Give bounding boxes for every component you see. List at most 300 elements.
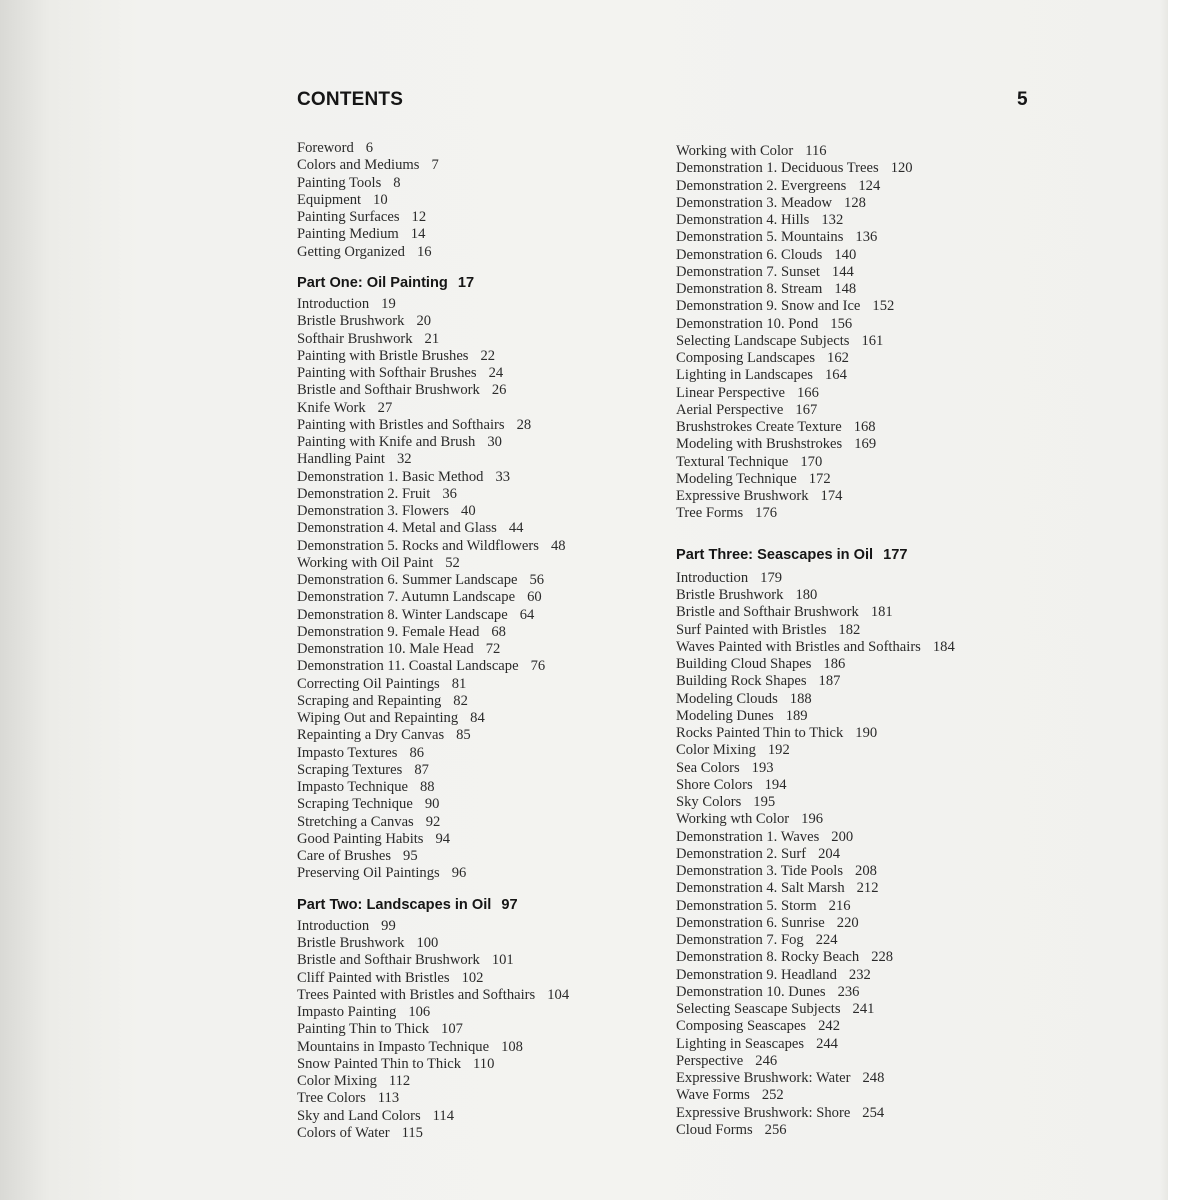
toc-entry: [676, 622, 1146, 639]
toc-entry: [676, 673, 1146, 690]
entry-title: Painting with Knife and Brush: [297, 434, 476, 450]
toc-entry: [297, 365, 657, 382]
part-title: Part Three: Seascapes in Oil: [676, 546, 874, 563]
toc-entry: [676, 454, 1146, 471]
toc-entry: [676, 385, 1146, 402]
toc-entry: [676, 656, 1146, 673]
entry-title: Modeling Dunes: [676, 707, 774, 724]
entry-title: Composing Landscapes: [676, 350, 816, 366]
toc-entry: [297, 624, 657, 641]
toc-entry: [676, 178, 1146, 195]
entry-title: Care of Brushes: [297, 848, 392, 864]
entry-page: 132: [821, 212, 844, 228]
entry-page: 60: [527, 589, 542, 606]
entry-page: 164: [825, 367, 847, 384]
entry-title: Knife Work: [297, 399, 366, 416]
entry-page: 72: [485, 641, 501, 657]
entry-page: 246: [755, 1052, 778, 1069]
entry-title: Painting Tools: [297, 174, 382, 191]
entry-page: 116: [805, 143, 827, 159]
entry-page: 48: [550, 537, 566, 554]
entry-title: Stretching a Canvas: [297, 813, 414, 830]
part-three-list: [676, 570, 1146, 1139]
entry-title: Demonstration 8. Winter Landscape: [297, 606, 508, 623]
entry-page: 19: [381, 296, 396, 312]
entry-page: 136: [855, 229, 878, 246]
toc-entry: [676, 1018, 1146, 1035]
entry-title: Rocks Painted Thin to Thick: [676, 725, 844, 741]
entry-page: 152: [872, 298, 895, 315]
toc-entry: [297, 400, 657, 417]
entry-page: 82: [453, 692, 468, 709]
toc-column-right: [676, 143, 1146, 1139]
entry-title: Demonstration 5. Rocks and Wildflowers: [297, 537, 539, 554]
entry-page: 212: [856, 880, 879, 897]
entry-title: Demonstration 1. Basic Method: [297, 468, 484, 485]
toc-entry: [297, 970, 657, 987]
entry-title: Wave Forms: [676, 1087, 750, 1104]
entry-page: 113: [377, 1090, 400, 1107]
toc-entry: [297, 589, 657, 606]
part-two-list-right: [676, 143, 1146, 523]
entry-page: 187: [818, 673, 841, 690]
entry-page: 196: [801, 811, 824, 828]
entry-page: 176: [755, 505, 778, 522]
toc-entry: [297, 1039, 657, 1056]
entry-page: 8: [393, 174, 401, 191]
toc-entry: [676, 264, 1146, 281]
entry-title: Introduction: [676, 569, 749, 586]
part-title: Part One: Oil Painting: [297, 274, 448, 291]
entry-title: Scraping and Repainting: [297, 692, 442, 709]
entry-title: Demonstration 10. Dunes: [676, 983, 826, 1000]
entry-title: Waves Painted with Bristles and Softhairs: [676, 638, 921, 655]
toc-entry: [297, 1004, 657, 1021]
entry-title: Lighting in Seascapes: [676, 1035, 805, 1052]
entry-page: 148: [834, 281, 857, 297]
entry-page: 228: [871, 949, 894, 966]
entry-title: Demonstration 5. Mountains: [676, 229, 844, 246]
entry-page: 167: [795, 401, 818, 418]
entry-title: Bristle Brushwork: [676, 587, 784, 603]
entry-page: 106: [408, 1004, 431, 1020]
toc-entry: [297, 572, 657, 589]
entry-title: Bristle Brushwork: [297, 313, 405, 330]
entry-title: Colors and Mediums: [297, 157, 420, 174]
entry-page: 76: [530, 658, 546, 675]
entry-title: Repainting a Dry Canvas: [297, 727, 445, 744]
entry-page: 7: [431, 157, 439, 174]
toc-entry: [297, 555, 657, 572]
entry-title: Working with Oil Paint: [297, 554, 434, 571]
entry-page: 244: [816, 1035, 838, 1052]
toc-entry: [297, 451, 657, 468]
part-page: 177: [883, 546, 908, 563]
entry-page: 92: [425, 813, 441, 830]
toc-entry: [297, 348, 657, 365]
toc-entry: [297, 331, 657, 348]
entry-page: 170: [800, 453, 823, 470]
toc-entry: [297, 831, 657, 848]
toc-entry: [676, 195, 1146, 212]
toc-entry: [676, 505, 1146, 522]
toc-entry: [297, 918, 657, 935]
toc-entry: [676, 570, 1146, 587]
toc-entry: [676, 777, 1146, 794]
toc-entry: [676, 691, 1146, 708]
toc-entry: [676, 471, 1146, 488]
entry-title: Linear Perspective: [676, 384, 785, 401]
entry-page: 124: [858, 177, 881, 194]
entry-title: Introduction: [297, 917, 370, 934]
entry-page: 20: [416, 313, 432, 330]
entry-page: 120: [890, 160, 913, 177]
toc-entry: [297, 503, 657, 520]
front-matter-list: [297, 140, 657, 261]
entry-page: 52: [445, 554, 460, 571]
entry-title: Demonstration 8. Stream: [676, 281, 823, 297]
entry-title: Correcting Oil Paintings: [297, 675, 440, 692]
entry-page: 190: [855, 725, 878, 741]
entry-title: Building Cloud Shapes: [676, 656, 812, 672]
toc-entry: [676, 1105, 1146, 1122]
toc-entry: [297, 1108, 657, 1125]
entry-title: Demonstration 7. Fog: [676, 932, 804, 948]
entry-page: 86: [409, 744, 425, 761]
entry-title: Painting Thin to Thick: [297, 1021, 430, 1038]
toc-entry: [676, 604, 1146, 621]
part-one-list: [297, 296, 657, 883]
toc-entry: [297, 469, 657, 486]
toc-entry: [297, 296, 657, 313]
entry-title: Demonstration 6. Clouds: [676, 246, 823, 263]
toc-entry: [297, 1090, 657, 1107]
entry-page: 182: [838, 621, 861, 638]
toc-entry: [676, 742, 1146, 759]
toc-entry: [297, 987, 657, 1004]
toc-entry: [297, 175, 657, 192]
entry-page: 26: [491, 382, 507, 399]
entry-page: 128: [844, 194, 866, 211]
entry-page: 95: [403, 848, 418, 864]
toc-entry: [297, 796, 657, 813]
toc-entry: [297, 935, 657, 952]
entry-title: Demonstration 4. Hills: [676, 212, 810, 228]
entry-page: 101: [491, 952, 514, 969]
entry-title: Demonstration 3. Meadow: [676, 194, 833, 211]
toc-entry: [297, 814, 657, 831]
toc-entry: [676, 402, 1146, 419]
part-page: 97: [501, 896, 518, 913]
toc-entry: [676, 760, 1146, 777]
entry-title: Sea Colors: [676, 759, 740, 776]
entry-title: Aerial Perspective: [676, 401, 784, 418]
entry-title: Cloud Forms: [676, 1121, 753, 1138]
entry-page: 200: [831, 828, 854, 845]
toc-entry: [676, 1001, 1146, 1018]
entry-page: 40: [461, 503, 476, 519]
toc-entry: [676, 1053, 1146, 1070]
entry-title: Demonstration 3. Flowers: [297, 503, 450, 519]
toc-entry: [676, 367, 1146, 384]
entry-title: Demonstration 8. Rocky Beach: [676, 949, 860, 966]
toc-entry: [676, 846, 1146, 863]
entry-page: 56: [529, 572, 545, 588]
part-title: Part Two: Landscapes in Oil: [297, 896, 492, 913]
entry-page: 114: [432, 1107, 454, 1124]
entry-page: 30: [487, 434, 502, 450]
entry-page: 254: [862, 1104, 885, 1121]
toc-entry: [676, 1070, 1146, 1087]
entry-title: Demonstration 4. Metal and Glass: [297, 520, 497, 537]
entry-title: Bristle and Softhair Brushwork: [676, 604, 859, 621]
toc-entry: [676, 436, 1146, 453]
entry-title: Demonstration 9. Snow and Ice: [676, 298, 861, 315]
entry-title: Brushstrokes Create Texture: [676, 419, 842, 435]
entry-page: 180: [795, 587, 818, 603]
entry-page: 224: [815, 932, 838, 948]
entry-title: Expressive Brushwork: [676, 488, 809, 504]
entry-title: Painting with Bristle Brushes: [297, 347, 469, 364]
entry-page: 115: [401, 1124, 423, 1141]
toc-entry: [676, 725, 1146, 742]
toc-entry: [676, 212, 1146, 229]
toc-entry: [676, 1087, 1146, 1104]
entry-title: Lighting in Landscapes: [676, 367, 813, 384]
entry-title: Demonstration 4. Salt Marsh: [676, 880, 845, 897]
entry-title: Expressive Brushwork: Water: [676, 1070, 851, 1086]
toc-entry: [676, 298, 1146, 315]
entry-page: 189: [785, 707, 808, 724]
entry-page: 10: [373, 191, 388, 208]
entry-page: 168: [853, 419, 876, 435]
toc-column-left: [297, 140, 657, 1142]
entry-title: Composing Seascapes: [676, 1018, 807, 1035]
contents-heading: CONTENTS: [297, 89, 404, 110]
part-page: 17: [457, 274, 475, 291]
toc-entry: [676, 419, 1146, 436]
entry-title: Scraping Technique: [297, 796, 413, 813]
part-two-heading: [297, 897, 657, 914]
toc-entry: [676, 143, 1146, 160]
entry-page: 236: [837, 983, 860, 1000]
entry-page: 169: [854, 436, 877, 453]
toc-entry: [676, 350, 1146, 367]
entry-page: 192: [767, 742, 790, 759]
entry-page: 22: [480, 347, 496, 364]
toc-entry: [297, 140, 657, 157]
entry-title: Demonstration 1. Waves: [676, 828, 820, 845]
entry-title: Demonstration 2. Surf: [676, 845, 807, 862]
entry-page: 90: [424, 796, 440, 813]
entry-page: 44: [508, 520, 524, 537]
entry-page: 241: [852, 1001, 875, 1017]
entry-page: 16: [416, 243, 432, 260]
toc-entry: [297, 226, 657, 243]
entry-title: Textural Technique: [676, 453, 789, 470]
entry-page: 28: [516, 416, 532, 433]
entry-page: 112: [388, 1073, 411, 1089]
entry-page: 256: [764, 1121, 787, 1138]
entry-title: Demonstration 3. Tide Pools: [676, 863, 844, 879]
entry-title: Demonstration 6. Summer Landscape: [297, 572, 518, 588]
entry-title: Demonstration 1. Deciduous Trees: [676, 160, 879, 177]
entry-page: 195: [753, 794, 776, 810]
entry-page: 6: [365, 140, 374, 156]
entry-page: 179: [760, 569, 783, 586]
entry-title: Painting with Softhair Brushes: [297, 365, 477, 381]
entry-title: Getting Organized: [297, 243, 405, 260]
entry-title: Surf Painted with Bristles: [676, 621, 827, 638]
entry-title: Demonstration 2. Evergreens: [676, 177, 847, 194]
entry-page: 252: [761, 1087, 784, 1104]
entry-page: 27: [377, 399, 393, 416]
entry-title: Cliff Painted with Bristles: [297, 969, 450, 986]
page-edge: [1168, 0, 1200, 1200]
entry-title: Scraping Textures: [297, 761, 403, 778]
toc-entry: [676, 984, 1146, 1001]
part-three-heading: [676, 547, 1146, 564]
toc-entry: [676, 811, 1146, 828]
toc-entry: [297, 1021, 657, 1038]
toc-entry: [297, 1056, 657, 1073]
toc-entry: [676, 160, 1146, 177]
entry-page: 21: [424, 330, 440, 347]
entry-title: Working wth Color: [676, 811, 790, 828]
entry-page: 64: [519, 606, 535, 623]
entry-page: 12: [411, 209, 427, 225]
entry-title: Working with Color: [676, 143, 794, 159]
toc-entry: [676, 915, 1146, 932]
entry-page: 232: [848, 966, 871, 983]
toc-entry: [297, 1073, 657, 1090]
entry-title: Demonstration 6. Sunrise: [676, 914, 825, 931]
toc-entry: [297, 745, 657, 762]
toc-entry: [297, 417, 657, 434]
entry-title: Demonstration 2. Fruit: [297, 485, 431, 502]
entry-title: Selecting Seascape Subjects: [676, 1001, 841, 1017]
toc-entry: [297, 486, 657, 503]
entry-page: 174: [820, 488, 843, 504]
entry-title: Painting Surfaces: [297, 209, 400, 225]
toc-entry: [297, 779, 657, 796]
entry-title: Color Mixing: [676, 742, 756, 759]
toc-entry: [297, 693, 657, 710]
entry-page: 172: [808, 470, 831, 487]
entry-page: 108: [501, 1038, 523, 1055]
entry-title: Bristle and Softhair Brushwork: [297, 952, 480, 969]
entry-page: 140: [834, 246, 857, 263]
toc-entry: [297, 209, 657, 226]
entry-title: Color Mixing: [297, 1073, 377, 1089]
entry-page: 68: [491, 623, 506, 640]
entry-page: 186: [823, 656, 846, 672]
entry-title: Demonstration 9. Headland: [676, 966, 837, 983]
entry-page: 104: [547, 986, 570, 1003]
entry-title: Modeling Technique: [676, 470, 797, 487]
toc-entry: [297, 607, 657, 624]
entry-title: Painting Medium: [297, 226, 399, 243]
entry-page: 144: [831, 263, 854, 280]
toc-entry: [676, 932, 1146, 949]
entry-title: Introduction: [297, 296, 370, 312]
toc-entry: [297, 865, 657, 882]
entry-title: Demonstration 11. Coastal Landscape: [297, 658, 519, 675]
toc-entry: [676, 639, 1146, 656]
toc-entry: [676, 863, 1146, 880]
toc-entry: [676, 1122, 1146, 1139]
toc-entry: [676, 488, 1146, 505]
entry-title: Perspective: [676, 1052, 744, 1069]
entry-page: 99: [381, 917, 396, 934]
entry-title: Snow Painted Thin to Thick: [297, 1055, 462, 1072]
entry-page: 96: [451, 865, 467, 882]
entry-page: 204: [818, 845, 841, 862]
entry-page: 88: [419, 779, 435, 795]
entry-title: Demonstration 7. Sunset: [676, 263, 820, 280]
entry-page: 161: [861, 332, 884, 349]
toc-entry: [297, 762, 657, 779]
toc-entry: [676, 829, 1146, 846]
entry-page: 166: [797, 384, 819, 401]
entry-page: 100: [416, 935, 439, 951]
entry-title: Sky and Land Colors: [297, 1107, 421, 1124]
entry-title: Expressive Brushwork: Shore: [676, 1104, 851, 1121]
toc-entry: [297, 313, 657, 330]
toc-entry: [676, 708, 1146, 725]
toc-entry: [297, 157, 657, 174]
entry-title: Foreword: [297, 140, 354, 156]
toc-entry: [297, 434, 657, 451]
entry-title: Impasto Painting: [297, 1004, 397, 1020]
part-one-heading: [297, 275, 657, 292]
entry-page: 102: [461, 969, 484, 986]
entry-title: Trees Painted with Bristles and Softhairs: [297, 986, 536, 1003]
entry-title: Demonstration 7. Autumn Landscape: [297, 589, 516, 606]
toc-entry: [676, 229, 1146, 246]
toc-entry: [676, 880, 1146, 897]
entry-page: 156: [830, 315, 853, 332]
toc-entry: [676, 949, 1146, 966]
entry-title: Demonstration 10. Pond: [676, 315, 819, 332]
entry-page: 14: [410, 226, 426, 243]
toc-entry: [676, 281, 1146, 298]
toc-entry: [676, 967, 1146, 984]
entry-title: Softhair Brushwork: [297, 330, 413, 347]
toc-entry: [297, 952, 657, 969]
entry-title: Wiping Out and Repainting: [297, 710, 459, 726]
entry-title: Selecting Landscape Subjects: [676, 332, 850, 349]
entry-title: Building Rock Shapes: [676, 673, 807, 690]
entry-title: Tree Forms: [676, 505, 744, 522]
toc-entry: [676, 898, 1146, 915]
toc-entry: [676, 794, 1146, 811]
entry-page: 208: [855, 863, 877, 879]
entry-title: Demonstration 10. Male Head: [297, 641, 474, 657]
entry-page: 248: [862, 1070, 885, 1086]
entry-title: Sky Colors: [676, 794, 742, 810]
entry-title: Demonstration 9. Female Head: [297, 623, 480, 640]
entry-page: 194: [764, 776, 787, 793]
toc-entry: [297, 382, 657, 399]
toc-entry: [676, 333, 1146, 350]
entry-page: 188: [789, 690, 812, 707]
toc-entry: [297, 244, 657, 261]
toc-entry: [297, 1125, 657, 1142]
entry-page: 85: [456, 727, 471, 744]
toc-entry: [297, 676, 657, 693]
toc-entry: [297, 710, 657, 727]
